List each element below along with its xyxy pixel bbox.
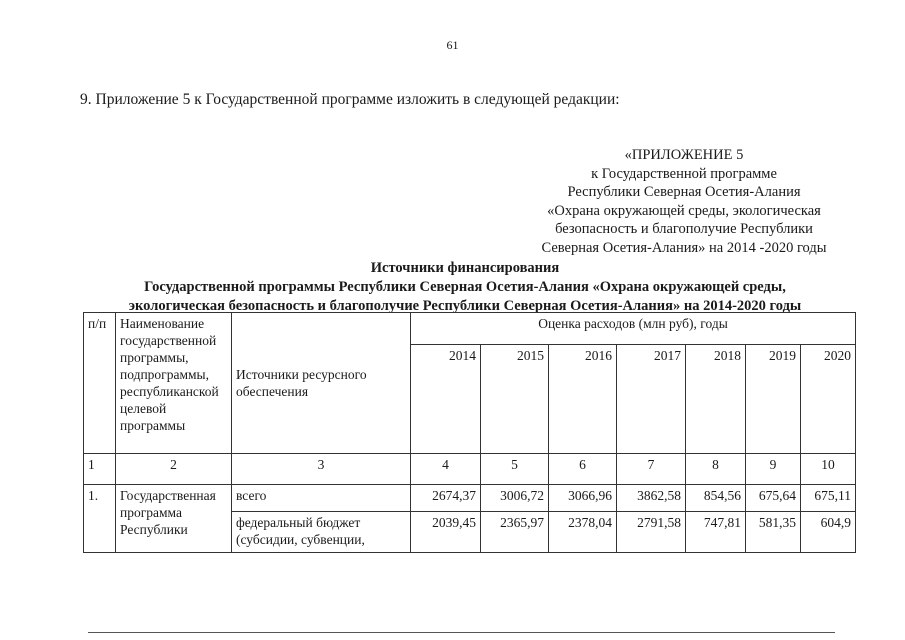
value-cell: 581,35	[746, 512, 801, 553]
value-cell: 2039,45	[411, 512, 481, 553]
appendix-line: Северная Осетия-Алания» на 2014 -2020 годы	[541, 239, 827, 256]
page-number: 61	[446, 38, 459, 52]
header-year: 2019	[746, 345, 801, 454]
table-header-row	[84, 313, 856, 345]
numbering-cell: 10	[801, 454, 856, 485]
header-name: Наименование государственной программы, подпрограммы, республиканской целевой программы	[116, 313, 232, 454]
numbering-cell: 4	[411, 454, 481, 485]
numbering-cell: 3	[232, 454, 411, 485]
title-line: Государственной программы Республики Северная Осетия-Алания «Охрана окружающей среды,	[144, 279, 786, 295]
header-year: 2014	[411, 345, 481, 454]
header-estimate: Оценка расходов (млн руб), годы	[411, 313, 856, 345]
value-cell: 747,81	[686, 512, 746, 553]
appendix-header	[520, 146, 848, 257]
title-line: экологическая безопасность и благополучие Республики Северная Осетия-Алания» на 2014-2020 годы	[128, 298, 802, 314]
title-line: Источники финансирования	[370, 260, 560, 276]
document-title	[0, 259, 905, 316]
value-cell: 854,56	[686, 485, 746, 512]
value-cell: 675,64	[746, 485, 801, 512]
header-year: 2016	[549, 345, 617, 454]
appendix-line: Республики Северная Осетия-Алания	[567, 184, 801, 200]
header-source: Источники ресурсного обеспечения	[232, 313, 411, 454]
numbering-cell: 1	[84, 454, 116, 485]
financing-table	[83, 312, 856, 553]
value-cell: 3066,96	[549, 485, 617, 512]
value-cell: 2378,04	[549, 512, 617, 553]
value-cell: 2365,97	[481, 512, 549, 553]
value-cell: 3006,72	[481, 485, 549, 512]
value-cell: 2674,37	[411, 485, 481, 512]
header-year: 2017	[617, 345, 686, 454]
header-year: 2020	[801, 345, 856, 454]
row-program-name: Государственная программа Республики	[116, 485, 232, 553]
row-number: 1.	[84, 485, 116, 553]
source-label: всего	[232, 485, 411, 512]
table-numbering-row	[84, 454, 856, 485]
appendix-line: безопасность и благополучие Республики	[555, 221, 813, 237]
numbering-cell: 2	[116, 454, 232, 485]
appendix-line: «Охрана окружающей среды, экологическая	[547, 202, 821, 219]
numbering-cell: 7	[617, 454, 686, 485]
footer-divider	[88, 632, 835, 633]
value-cell: 675,11	[801, 485, 856, 512]
value-cell: 3862,58	[617, 485, 686, 512]
header-year: 2015	[481, 345, 549, 454]
appendix-line: к Государственной программе	[591, 165, 777, 182]
header-year: 2018	[686, 345, 746, 454]
header-pp: п/п	[84, 313, 116, 454]
value-cell: 604,9	[801, 512, 856, 553]
numbering-cell: 5	[481, 454, 549, 485]
value-cell: 2791,58	[617, 512, 686, 553]
numbering-cell: 9	[746, 454, 801, 485]
source-label: федеральный бюджет (субсидии, субвенции,	[232, 512, 411, 553]
appendix-line: «ПРИЛОЖЕНИЕ 5	[624, 147, 744, 163]
table-row	[84, 485, 856, 512]
numbering-cell: 6	[549, 454, 617, 485]
numbering-cell: 8	[686, 454, 746, 485]
intro-paragraph: 9. Приложение 5 к Государственной программе изложить в следующей редакции:	[80, 91, 620, 108]
